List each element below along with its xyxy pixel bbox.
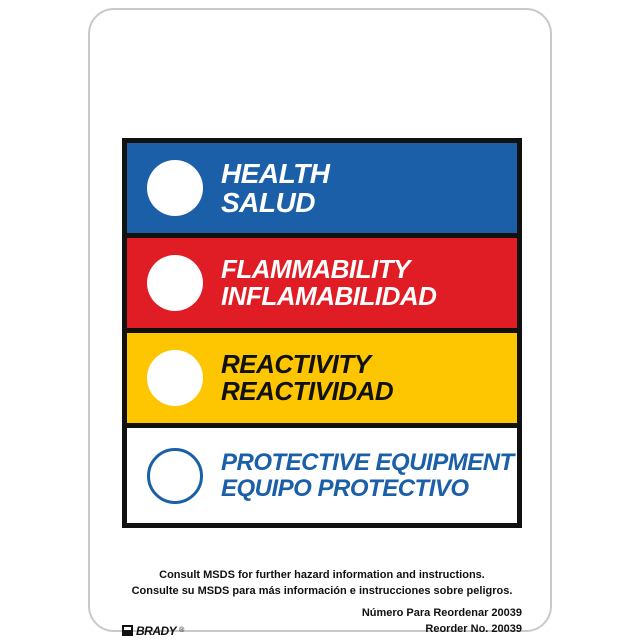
protective-equipment-rating-circle[interactable] [147,448,203,504]
reorder-number-es: Número Para Reordenar 20039 [361,607,522,619]
reorder-number-en: Reorder No. 20039 [425,622,522,635]
reactivity-label-es: REACTIVIDAD [221,376,394,406]
reactivity-labels [221,348,394,406]
brady-logo [122,624,184,638]
hazard-row-protective-equipment [127,428,517,523]
brady-trademark-symbol: ® [179,627,185,635]
sign-card [88,8,552,638]
flammability-label-es: INFLAMABILIDAD [221,281,437,311]
flammability-label-en: FLAMMABILITY [221,253,410,284]
flammability-rating-circle[interactable] [147,255,203,311]
reactivity-label-en: REACTIVITY [221,348,371,379]
brady-logo-text: BRADY [136,623,177,638]
health-rating-circle[interactable] [147,160,203,216]
protective-equipment-label-es: EQUIPO PROTECTIVO [221,474,469,502]
hazard-row-health [127,143,517,238]
sign-footer [122,606,522,638]
hazard-row-flammability [127,238,517,333]
protective-equipment-label-en: PROTECTIVE EQUIPMENT [221,449,514,477]
msds-footnote-en: Consult MSDS for further hazard information and instructions. [159,569,485,581]
flammability-labels [221,253,437,311]
brady-logo-icon [122,625,133,636]
hazard-row-reactivity [127,333,517,428]
protective-equipment-labels [221,450,514,500]
hazard-rating-table [122,138,522,528]
reorder-info [362,606,522,638]
health-labels [221,159,329,218]
health-label-es: SALUD [221,187,315,218]
health-label-en: HEALTH [221,157,330,189]
reactivity-rating-circle[interactable] [147,350,203,406]
msds-footnote [122,568,522,600]
msds-footnote-es: Consulte su MSDS para más información e instrucciones sobre peligros. [131,584,513,597]
